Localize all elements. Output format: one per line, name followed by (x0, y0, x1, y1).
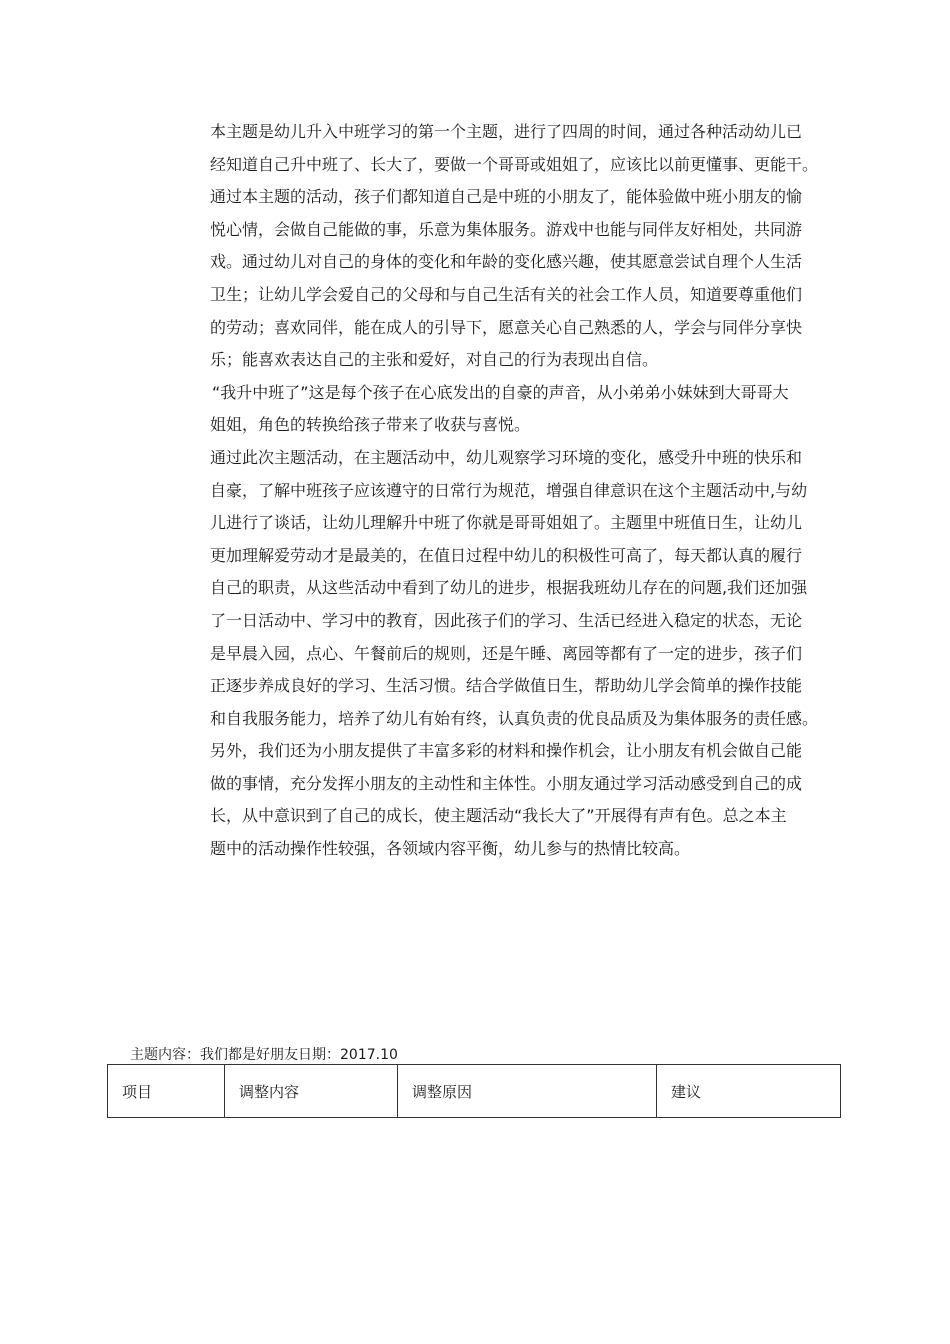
text-line: 了一日活动中、学习中的教育，因此孩子们的学习、生活已经进入稳定的状态，无论 (210, 610, 803, 630)
text-line: 和自我服务能力，培养了幼儿有始有终，认真负责的优良品质及为集体服务的责任感。 (210, 708, 819, 728)
paragraph-1 (210, 116, 840, 377)
text-line: 自豪，了解中班孩子应该遵守的日常行为规范，增强自律意识在这个主题活动中,与幼 (210, 480, 808, 500)
header-suggestion: 建议 (657, 1065, 841, 1118)
header-item: 项目 (108, 1065, 225, 1118)
text-line: 通过此次主题活动，在主题活动中，幼儿观察学习环境的变化，感受升中班的快乐和 (210, 447, 803, 467)
text-line: 经知道自己升中班了、长大了，要做一个哥哥或姐姐了，应该比以前更懂事、更能干。 (210, 154, 819, 174)
text-line: 本主题是幼儿升入中班学习的第一个主题，进行了四周的时间，通过各种活动幼儿已 (210, 122, 803, 141)
text-line: 是早晨入园，点心、午餐前后的规则，还是午睡、离园等都有了一定的进步，孩子们 (210, 643, 803, 663)
text-line: 乐；能喜欢表达自己的主张和爱好，对自己的行为表现出自信。 (210, 350, 659, 370)
adjustment-table (107, 1064, 841, 1118)
text-line: 悦心情，会做自己能做的事，乐意为集体服务。游戏中也能与同伴友好相处，共同游 (210, 219, 803, 239)
text-line: 戏。通过幼儿对自己的身体的变化和年龄的变化感兴趣，使其愿意尝试自理个人生活 (210, 252, 803, 272)
text-line: 的劳动；喜欢同伴，能在成人的引导下，愿意关心自己熟悉的人，学会与同伴分享快 (210, 317, 803, 337)
text-line: 儿进行了谈话，让幼儿理解升中班了你就是哥哥姐姐了。主题里中班值日生，让幼儿 (210, 513, 803, 533)
text-line: 卫生；让幼儿学会爱自己的父母和与自己生活有关的社会工作人员，知道要尊重他们 (210, 284, 803, 304)
summary-text (210, 116, 840, 866)
text-line: 长，从中意识到了自己的成长，使主题活动“我长大了”开展得有声有色。总之本主 (210, 806, 787, 826)
paragraph-2 (210, 377, 840, 442)
text-line: 姐姐，角色的转换给孩子带来了收获与喜悦。 (210, 415, 531, 435)
text-line: 题中的活动操作性较强，各领域内容平衡，幼儿参与的热情比较高。 (210, 839, 691, 859)
table-header-row (108, 1065, 841, 1118)
text-line: 另外，我们还为小朋友提供了丰富多彩的材料和操作机会，让小朋友有机会做自己能 (210, 741, 803, 761)
header-adjust-content: 调整内容 (225, 1065, 398, 1118)
text-line: 正逐步养成良好的学习、生活习惯。结合学做值日生，帮助幼儿学会简单的操作技能 (210, 676, 803, 696)
text-line: 自己的职责，从这些活动中看到了幼儿的进步，根据我班幼儿存在的问题,我们还加强 (210, 578, 808, 598)
text-line: 通过本主题的活动，孩子们都知道自己是中班的小朋友了，能体验做中班小朋友的愉 (210, 187, 803, 207)
theme-info: 主题内容：我们都是好朋友日期：2017.10 (130, 1047, 398, 1063)
text-line: 做的事情，充分发挥小朋友的主动性和主体性。小朋友通过学习活动感受到自己的成 (210, 773, 803, 793)
text-line: 更加理解爱劳动才是最美的，在值日过程中幼儿的积极性可高了，每天都认真的履行 (210, 545, 803, 565)
paragraph-3 (210, 442, 840, 866)
header-adjust-reason: 调整原因 (398, 1065, 657, 1118)
text-line: “我升中班了”这是每个孩子在心底发出的自豪的声音，从小弟弟小妹妹到大哥哥大 (212, 382, 789, 402)
